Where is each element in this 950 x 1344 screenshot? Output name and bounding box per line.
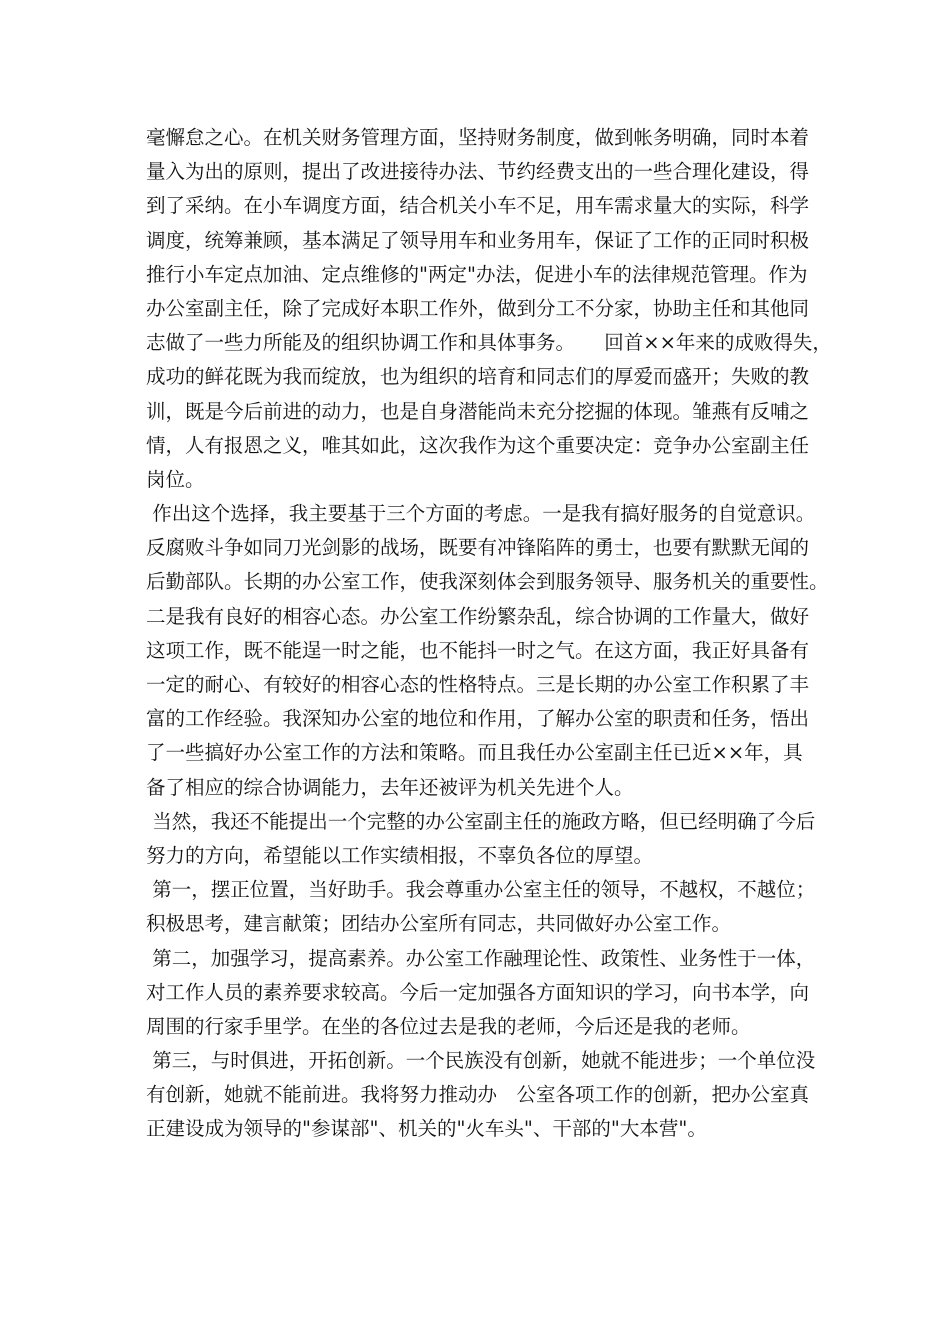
text-line: 反腐败斗争如同刀光剑影的战场，既要有冲锋陷阵的勇士，也要有默默无闻的 — [146, 536, 810, 560]
text-line: 成功的鲜花既为我而绽放，也为组织的培育和同志们的厚爱而盛开；失败的教 — [146, 365, 810, 389]
text-line: 二是我有良好的相容心态。办公室工作纷繁杂乱，综合协调的工作量大，做好 — [146, 604, 810, 628]
text-line: 后勤部队。长期的办公室工作，使我深刻体会到服务领导、服务机关的重要性。 — [146, 570, 829, 594]
text-line: 积极思考，建言献策；团结办公室所有同志，共同做好办公室工作。 — [146, 912, 732, 936]
text-line: 作出这个选择，我主要基于三个方面的考虑。一是我有搞好服务的自觉意识。 — [146, 502, 816, 526]
text-line: 正建设成为领导的"参谋部"、机关的"火车头"、干部的"大本营"。 — [146, 1117, 707, 1141]
text-line: 努力的方向，希望能以工作实绩相报，不辜负各位的厚望。 — [146, 843, 654, 867]
text-line: 富的工作经验。我深知办公室的地位和作用，了解办公室的职责和任务，悟出 — [146, 707, 810, 731]
text-line: 办公室副主任，除了完成好本职工作外，做到分工不分家，协助主任和其他同 — [146, 296, 810, 320]
text-line: 岗位。 — [146, 467, 205, 491]
document-body — [146, 121, 846, 1147]
text-line: 这项工作，既不能逞一时之能，也不能抖一时之气。在这方面，我正好具备有 — [146, 638, 810, 662]
text-line: 对工作人员的素养要求较高。今后一定加强各方面知识的学习，向书本学，向 — [146, 980, 810, 1004]
text-line: 到了采纳。在小车调度方面，结合机关小车不足，用车需求量大的实际，科学 — [146, 194, 810, 218]
text-line: 推行小车定点加油、定点维修的"两定"办法，促进小车的法律规范管理。作为 — [146, 262, 808, 286]
text-line: 情，人有报恩之义，唯其如此，这次我作为这个重要决定：竞争办公室副主任 — [146, 433, 810, 457]
text-line: 量入为出的原则，提出了改进接待办法、节约经费支出的一些合理化建设，得 — [146, 160, 810, 184]
text-line: 当然，我还不能提出一个完整的办公室副主任的施政方略，但已经明确了今后 — [146, 809, 816, 833]
text-line: 训，既是今后前进的动力，也是自身潜能尚未充分挖掘的体现。雏燕有反哺之 — [146, 399, 810, 423]
text-line: 毫懈怠之心。在机关财务管理方面，坚持财务制度，做到帐务明确，同时本着 — [146, 126, 810, 149]
text-line: 了一些搞好办公室工作的方法和策略。而且我任办公室副主任已近××年，具 — [146, 741, 803, 765]
text-line: 第一，摆正位置，当好助手。我会尊重办公室主任的领导，不越权，不越位； — [146, 878, 816, 902]
text-line: 一定的耐心、有较好的相容心态的性格特点。三是长期的办公室工作积累了丰 — [146, 673, 810, 696]
text-line: 调度，统筹兼顾，基本满足了领导用车和业务用车，保证了工作的正同时积极 — [146, 228, 810, 252]
text-line: 备了相应的综合协调能力，去年还被评为机关先进个人。 — [146, 775, 634, 799]
text-line: 第三，与时俱进，开拓创新。一个民族没有创新，她就不能进步；一个单位没 — [146, 1049, 816, 1073]
text-line: 周围的行家手里学。在坐的各位过去是我的老师，今后还是我的老师。 — [146, 1014, 751, 1038]
text-line: 有创新，她就不能前进。我将努力推动办 公室各项工作的创新，把办公室真 — [146, 1083, 810, 1107]
text-line: 志做了一些力所能及的组织协调工作和具体事务。 回首××年来的成败得失， — [146, 331, 832, 355]
text-line: 第二，加强学习，提高素养。办公室工作融理论性、政策性、业务性于一体， — [146, 946, 816, 970]
